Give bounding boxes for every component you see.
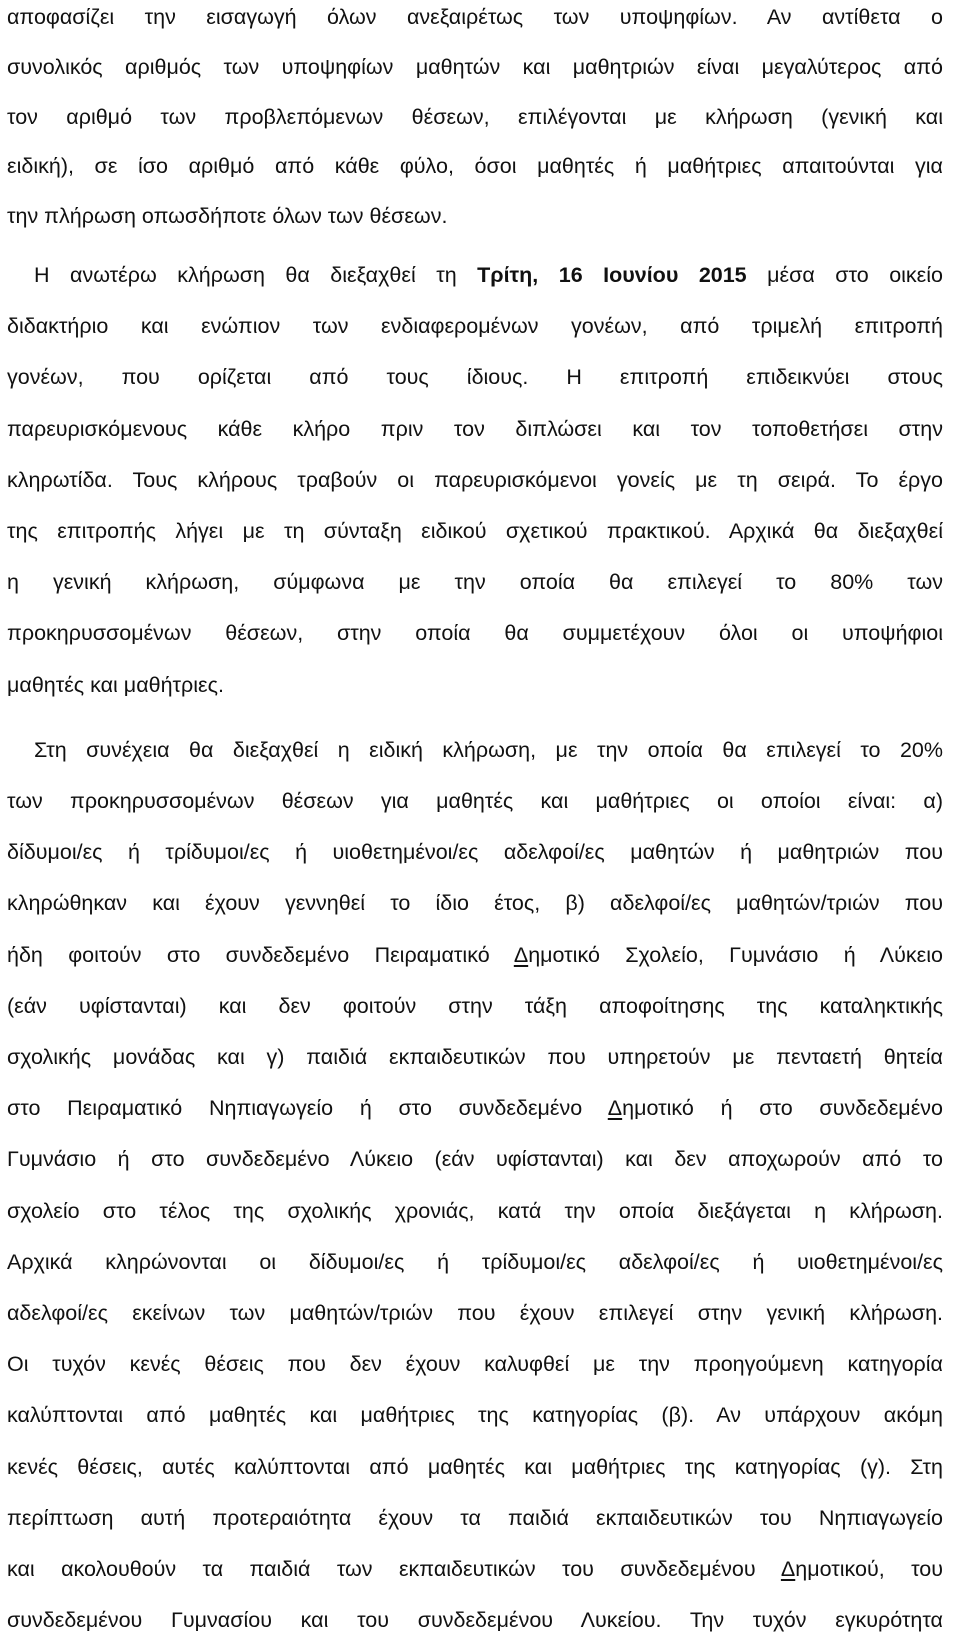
text-line: κληρωτίδα. Τους κλήρους τραβούν οι παρευρισκόμενοι γονείς με τη σειρά. Το έργο [7, 467, 943, 492]
text-line: γονέων, που ορίζεται από τους ίδιους. Η επιτροπή επιδεικνύει στους [7, 365, 943, 390]
text-line: συνδεδεμένου Γυμνασίου και του συνδεδεμένου Λυκείου. Την τυχόν εγκυρότητα [7, 1608, 943, 1633]
paragraph-2 [7, 250, 943, 711]
text-line: Αρχικά κληρώνονται οι δίδυμοι/ες ή τρίδυμοι/ες αδελφοί/ες ή υιοθετημένοι/ες [7, 1249, 943, 1274]
text-line [7, 250, 943, 301]
text-line: Στη συνέχεια θα διεξαχθεί η ειδική κλήρωση, με την οποία θα επιλεγεί το 20% [34, 737, 943, 762]
text-line: τον αριθμό των προβλεπόμενων θέσεων, επιλέγονται με κλήρωση (γενική και [7, 104, 943, 129]
text-line: της επιτροπής λήγει με τη σύνταξη ειδικού σχετικού πρακτικού. Αρχικά θα διεξαχθεί [7, 519, 943, 543]
text-line: καλύπτονται από μαθητές και μαθήτριες της κατηγορίας (β). Αν υπάρχουν ακόμη [7, 1403, 943, 1428]
text-fragment: Η ανωτέρω κλήρωση θα διεξαχθεί τη [34, 262, 478, 287]
text-line: παρευρισκόμενους κάθε κλήρο πριν τον διπλώσει και τον τοποθετήσει στην [7, 416, 943, 441]
text-line: δίδυμοι/ες ή τρίδυμοι/ες ή υιοθετημένοι/ες αδελφοί/ες μαθητών ή μαθητριών που [7, 840, 943, 865]
text-line: ειδική), σε ίσο αριθμό από κάθε φύλο, όσοι μαθητές ή μαθήτριες απαιτούνται για [7, 154, 943, 179]
text-fragment: στο Πειραματικό Νηπιαγωγείο ή στο συνδεδεμένο [7, 1096, 608, 1121]
text-fragment: ημοτικό Σχολείο, Γυμνάσιο ή Λύκειο [528, 942, 943, 967]
text-fragment: και ακολουθούν τα παιδιά των εκπαιδευτικών του συνδεδεμένου [7, 1557, 781, 1582]
text-line: Γυμνάσιο ή στο συνδεδεμένο Λύκειο (εάν υφίστανται) και δεν αποχωρούν από το [7, 1147, 943, 1172]
text-line: η γενική κλήρωση, σύμφωνα με την οποία θα επιλεγεί το 80% των [7, 570, 943, 595]
text-line [7, 930, 943, 981]
document-page [7, 0, 943, 1646]
text-line: Οι τυχόν κενές θέσεις που δεν έχουν καλυφθεί με την προηγούμενη κατηγορία [7, 1352, 943, 1377]
underlined-letter: Δ [513, 942, 529, 967]
lottery-date: Τρίτη, 16 Ιουνίου 2015 [477, 262, 747, 287]
text-line: των προκηρυσσομένων θέσεων για μαθητές και μαθήτριες οι οποίοι είναι: α) [7, 789, 943, 814]
text-line: κληρώθηκαν και έχουν γεννηθεί το ίδιο έτος, β) αδελφοί/ες μαθητών/τριών που [7, 891, 943, 916]
text-line: αδελφοί/ες εκείνων των μαθητών/τριών που έχουν επιλεγεί στην γενική κλήρωση. [7, 1301, 943, 1326]
text-line: προκηρυσσομένων θέσεων, στην οποία θα συμμετέχουν όλοι οι υποψήφιοι [7, 621, 943, 646]
text-line: σχολείο στο τέλος της σχολικής χρονιάς, κατά την οποία διεξάγεται η κλήρωση. [7, 1198, 943, 1223]
paragraph-3 [7, 725, 943, 1646]
text-line: περίπτωση αυτή προτεραιότητα έχουν τα παιδιά εκπαιδευτικών του Νηπιαγωγείο [7, 1505, 943, 1530]
text-fragment: ημοτικό ή στο συνδεδεμένο [622, 1096, 943, 1121]
underlined-letter: Δ [780, 1557, 796, 1582]
text-line: σχολικής μονάδας και γ) παιδιά εκπαιδευτικών που υπηρετούν με πενταετή θητεία [7, 1045, 943, 1070]
text-fragment: ήδη φοιτούν στο συνδεδεμένο Πειραματικό [7, 942, 514, 967]
text-line: συνολικός αριθμός των υποψηφίων μαθητών και μαθητριών είναι μεγαλύτερος από [7, 54, 943, 79]
text-line: κενές θέσεις, αυτές καλύπτονται από μαθητές και μαθήτριες της κατηγορίας (γ). Στη [7, 1454, 943, 1479]
text-line: (εάν υφίστανται) και δεν φοιτούν στην τάξη αποφοίτησης της καταληκτικής [7, 993, 943, 1018]
text-line: αποφασίζει την εισαγωγή όλων ανεξαιρέτως των υποψηφίων. Αν αντίθετα ο [7, 5, 943, 29]
text-line: διδακτήριο και ενώπιον των ενδιαφερομένων γονέων, από τριμελή επιτροπή [7, 314, 943, 339]
paragraph-1 [7, 0, 943, 242]
text-line: μαθητές και μαθήτριες. [7, 672, 224, 697]
text-line [7, 1083, 943, 1134]
text-line [7, 1544, 943, 1595]
text-fragment: ημοτικού, του [795, 1557, 943, 1582]
underlined-letter: Δ [607, 1096, 623, 1121]
text-line: την πλήρωση οπωσδήποτε όλων των θέσεων. [7, 204, 448, 229]
text-fragment: μέσα στο οικείο [746, 262, 943, 287]
